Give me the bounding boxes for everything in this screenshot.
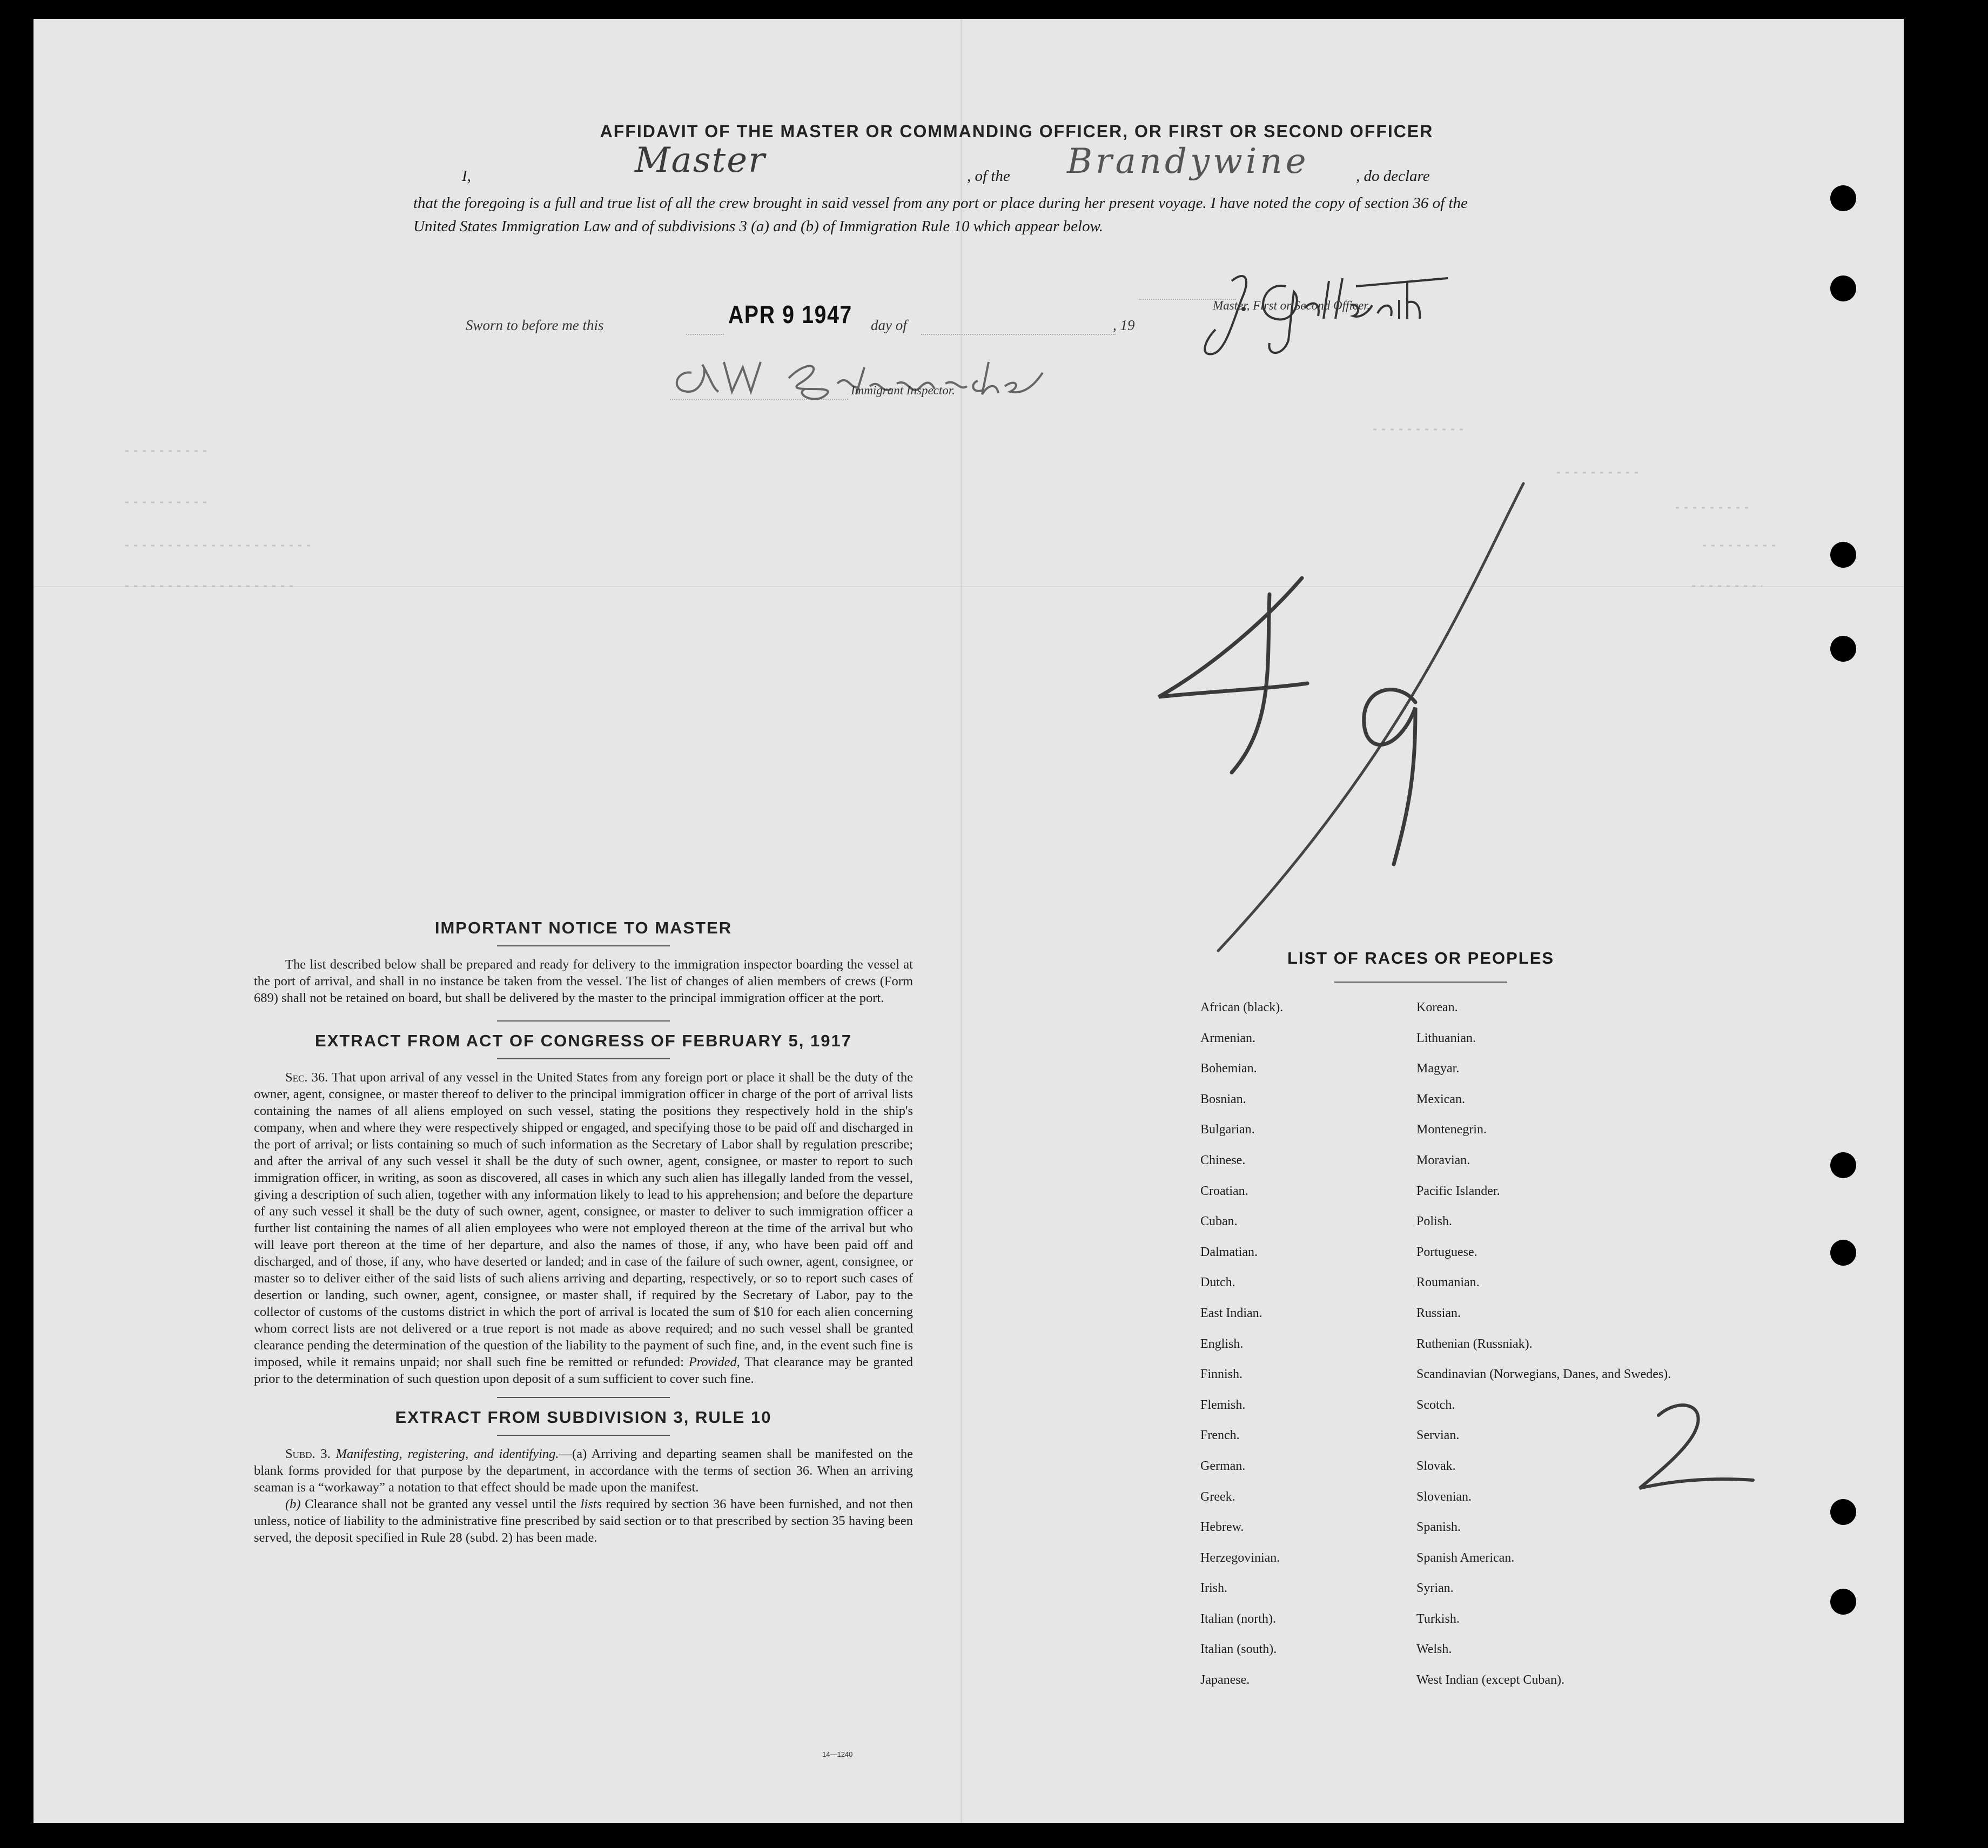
race-item: Scandinavian (Norwegians, Danes, and Swedes). — [1416, 1367, 1671, 1382]
race-item: Welsh. — [1416, 1642, 1452, 1657]
sec-36-label: Sec. 36. — [285, 1070, 328, 1085]
dotted-line — [686, 334, 724, 335]
race-item: Slovenian. — [1416, 1489, 1472, 1504]
race-item: Russian. — [1416, 1306, 1461, 1320]
divider — [497, 1020, 670, 1022]
left-column — [254, 918, 913, 1546]
race-item: Ruthenian (Russniak). — [1416, 1336, 1533, 1351]
race-item: Slovak. — [1416, 1459, 1456, 1473]
race-item: East Indian. — [1200, 1306, 1262, 1320]
race-item: German. — [1200, 1459, 1246, 1473]
race-item: Mexican. — [1416, 1092, 1465, 1106]
year-prefix: , 19 — [1113, 317, 1135, 333]
divider — [497, 945, 670, 946]
race-item: Spanish. — [1416, 1520, 1461, 1535]
races-title: LIST OF RACES OR PEOPLES — [1287, 949, 1555, 967]
race-item: Dalmatian. — [1200, 1245, 1258, 1259]
race-item: Bosnian. — [1200, 1092, 1246, 1106]
form-number: 14—1240 — [822, 1750, 853, 1758]
subd-a-text: —(a) Arriving and departing seamen shall be manifested on the blank forms provided for that purpose by the department, in accordance with the terms of section 36. When an arriving seaman is a “workaway” a notation to that effect should be made upon the manifest. — [254, 1447, 914, 1495]
race-item: Roumanian. — [1416, 1275, 1480, 1290]
race-item: Finnish. — [1200, 1367, 1243, 1382]
date-mark-4-9 — [1145, 470, 1534, 967]
race-item: Portuguese. — [1416, 1245, 1477, 1259]
race-item: Syrian. — [1416, 1581, 1454, 1596]
races-left-column — [1200, 1000, 1283, 1704]
race-item: Chinese. — [1200, 1153, 1246, 1167]
race-item: Hebrew. — [1200, 1520, 1244, 1535]
race-item: Japanese. — [1200, 1673, 1250, 1688]
act-extract-text — [254, 1069, 913, 1387]
race-item: Polish. — [1416, 1214, 1453, 1229]
subd-b-lists: lists — [580, 1497, 602, 1511]
notice-paragraph: The list described below shall be prepared and ready for delivery to the immigration inspector boarding the vessel at the port of arrival, and shall in no instance be taken from the vessel. The list of changes of alien members of crews (Form 689) shall not be retained on board, but shall be delivered by the master to the principal immigration officer at the port. — [254, 957, 913, 1005]
day-of-label: day of — [871, 317, 907, 333]
subd-b-text-1: Clearance shall not be granted any vessel until the — [305, 1497, 577, 1511]
subd-b-label: (b) — [285, 1497, 301, 1511]
race-item: Korean. — [1416, 1000, 1458, 1014]
race-item: Magyar. — [1416, 1061, 1460, 1076]
race-item: Cuban. — [1200, 1214, 1238, 1229]
divider — [1334, 982, 1507, 983]
affidavit-declaration-text: that the foregoing is a full and true list of all the crew brought in said vessel from any port or place during her present voyage. I have noted the copy of section 36 of the United States Immigration Law and of subdivisions 3 (a) and (b) of Immigration Rule 10 which appear below. — [413, 194, 1468, 235]
race-item: Dutch. — [1200, 1275, 1235, 1290]
affidavit-title: AFFIDAVIT OF THE MASTER OR COMMANDING OFFICER, OR FIRST OR SECOND OFFICER — [600, 122, 1434, 141]
race-item: Turkish. — [1416, 1611, 1460, 1626]
sec-36-body: That upon arrival of any vessel in the United States from any foreign port or place it shall be the duty of the owner, agent, consignee, or master thereof to deliver to the principal immigration officer in charge of the port of arrival lists containing the names of all aliens employed on such vessel, stating the positions they respectively hold in the ship's company, when and where they were respectively shipped or engaged, and specifying those to be paid off and discharged in the port of arrival; or lists containing so much of such information as the Secretary of Labor shall by regulation prescribe; and after the arrival of any such vessel it shall be the duty of such owner, agent, consignee, or master to report to such immigration officer, in writing, as soon as discovered, all cases in which any such alien has illegally landed from the vessel, giving a description of such alien, together with any information likely to lead to his apprehension; and before the departure of any such vessel it shall be the duty of such owner, agent, consignee, or master to deliver to such immigration officer a further list containing the names of all alien employees who were not employed thereon at the time of the arrival but who will leave port thereon at the time of her departure, and also the names of those, if any, who have been paid off and discharged, and of those, if any, who have deserted or landed; and in case of the failure of such owner, agent, consignee, or master so to deliver either of the said lists of such aliens arriving and departing, respectively, or so to report such cases of desertion or landing, such owner, agent, consignee, or master shall, if required by the Secretary of Labor, pay to the collector of customs of the customs district in which the port of arrival is located the sum of $10 for each alien concerning whom correct lists are not delivered or a true report is not made as above required; and no such vessel shall be granted clearance pending the determination of the question of the liability to the payment of such fine, and, in the event such fine is imposed, while it remains unpaid; nor shall such fine be remitted or refunded: — [254, 1070, 913, 1369]
vessel-name-handwritten: Brandywine — [1067, 142, 1309, 182]
subd-b-text-2: required by section 36 have been furnished, and not then unless, notice of liability to the administrative fine prescribed by said section or to that prescribed by section 35 having been served, the deposit specified in Rule 28 (subd. 2) has been made. — [254, 1497, 914, 1545]
notice-title: IMPORTANT NOTICE TO MASTER — [434, 918, 733, 937]
master-handwritten: Master — [635, 140, 766, 180]
race-item: English. — [1200, 1336, 1244, 1351]
race-item: African (black). — [1200, 1000, 1284, 1014]
master-signature-label: Master, First or Second Officer. — [1213, 299, 1371, 312]
divider — [497, 1435, 670, 1436]
divider — [497, 1397, 670, 1398]
race-item: Italian (south). — [1200, 1642, 1277, 1657]
act-extract-title: EXTRACT FROM ACT OF CONGRESS OF FEBRUARY 5, 1917 — [315, 1031, 852, 1050]
subd-heading: Manifesting, registering, and identifying. — [335, 1447, 559, 1461]
rule-extract-text — [254, 1446, 913, 1546]
races-right-column — [1416, 1000, 1671, 1704]
sworn-label: Sworn to before me this — [466, 317, 604, 333]
race-item: Italian (north). — [1200, 1611, 1276, 1626]
race-item: Flemish. — [1200, 1397, 1246, 1412]
race-item: Spanish American. — [1416, 1550, 1515, 1565]
inspector-label: Immigrant Inspector. — [851, 384, 955, 397]
race-item: Irish. — [1200, 1581, 1227, 1596]
race-item: Moravian. — [1416, 1153, 1470, 1167]
race-item: Herzegovinian. — [1200, 1550, 1280, 1565]
affidavit-of-the: , of the — [967, 167, 1010, 185]
race-item: Bulgarian. — [1200, 1123, 1255, 1137]
provided-text: That clearance may be granted prior to the determination of such question upon deposit of a sum sufficient to cover such fine. — [254, 1355, 913, 1386]
race-item: West Indian (except Cuban). — [1416, 1673, 1564, 1688]
race-item: Scotch. — [1416, 1397, 1455, 1412]
dotted-line — [921, 334, 1116, 335]
race-item: Lithuanian. — [1416, 1031, 1476, 1045]
subd-label: Subd. 3. — [285, 1447, 331, 1461]
divider — [497, 1058, 670, 1059]
notice-text — [254, 956, 913, 1006]
date-stamp: APR 9 1947 — [728, 300, 853, 328]
race-item: Montenegrin. — [1416, 1123, 1487, 1137]
rule-extract-title: EXTRACT FROM SUBDIVISION 3, RULE 10 — [395, 1408, 772, 1427]
affidavit-do-declare: , do declare — [1356, 167, 1430, 185]
race-item: Croatian. — [1200, 1184, 1248, 1198]
race-item: Greek. — [1200, 1489, 1235, 1504]
race-item: Bohemian. — [1200, 1061, 1257, 1076]
race-item: Armenian. — [1200, 1031, 1255, 1045]
provided-label: Provided, — [688, 1355, 740, 1369]
race-item: Servian. — [1416, 1428, 1460, 1443]
affidavit-i-label: I, — [462, 167, 471, 185]
race-item: French. — [1200, 1428, 1240, 1443]
race-item: Pacific Islander. — [1416, 1184, 1500, 1198]
